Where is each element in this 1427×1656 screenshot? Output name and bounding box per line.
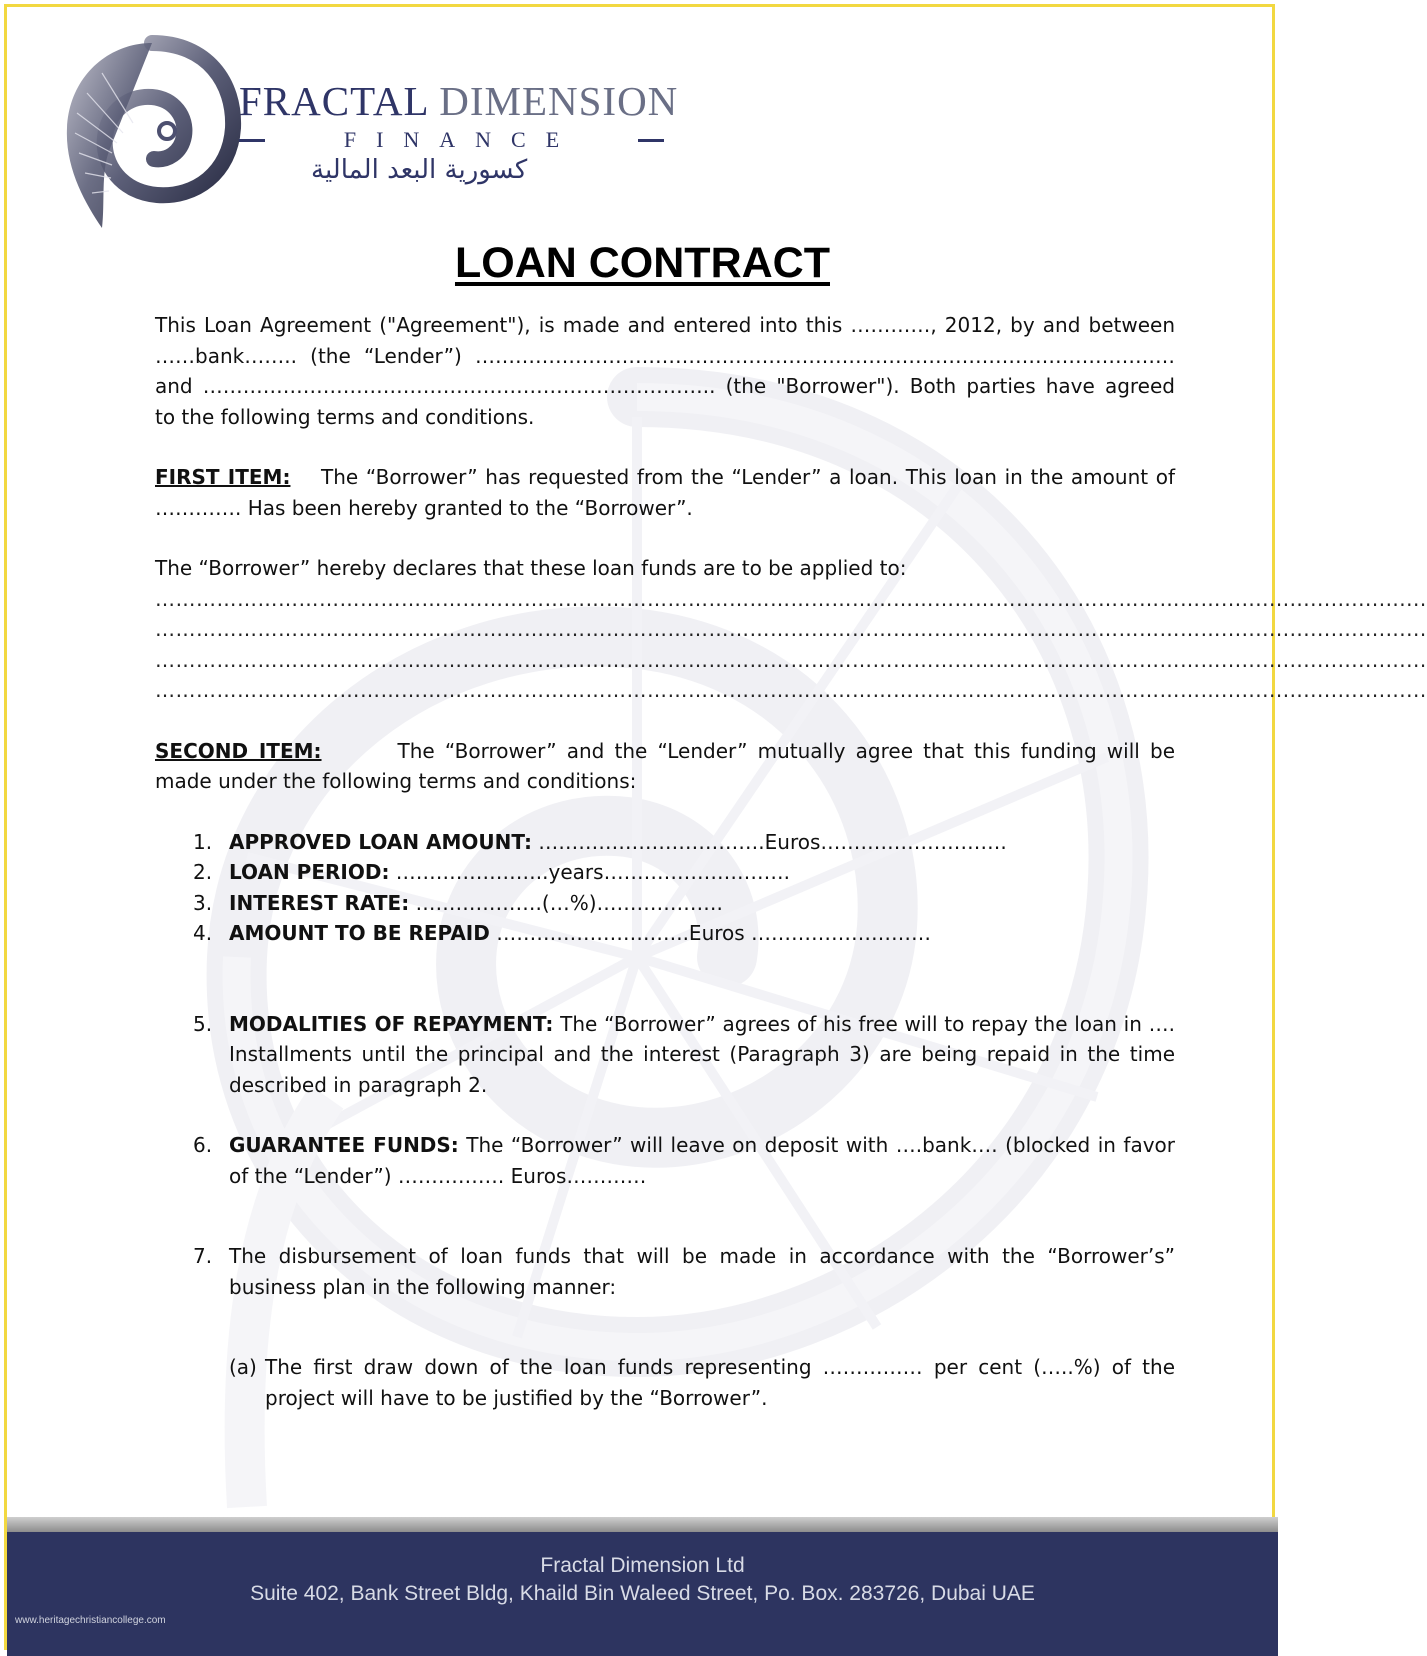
terms-list-continued	[193, 1130, 1175, 1191]
blank-line: …………………………………………………………………………………………………………………………………………..............................	[155, 586, 1427, 611]
sub-item-text: The first draw down of the loan funds representing …………… per cent (…..%) of the project will have to be justified by the “Borrower”.	[265, 1355, 1175, 1410]
second-item-text: The “Borrower” and the “Lender” mutually agree that this funding will be made under the following terms and conditions:	[155, 738, 1176, 793]
item-number: 3.	[193, 890, 213, 915]
item-value: The “Borrower” will leave on deposit with ….bank…. (blocked in favor of the “Lender”) ……………. Euros…………	[229, 1133, 1175, 1188]
item-label: GUARANTEE FUNDS:	[229, 1133, 459, 1157]
first-item-label: FIRST ITEM:	[155, 465, 291, 489]
item-text	[229, 888, 1175, 919]
brand-name-part1: FRACTAL	[239, 78, 428, 124]
footer	[7, 1532, 1278, 1656]
first-item-paragraph	[155, 462, 1175, 523]
list-item	[193, 918, 1175, 949]
second-item-label: SECOND ITEM:	[155, 738, 322, 763]
item-number: 6.	[193, 1133, 213, 1157]
item-text	[229, 827, 1175, 858]
item-label: AMOUNT TO BE REPAID	[229, 921, 490, 945]
terms-list-continued	[193, 1241, 1175, 1302]
item-text	[229, 1009, 1175, 1101]
list-item	[193, 1130, 1175, 1191]
nautilus-logo-icon	[57, 33, 237, 233]
list-item	[193, 1241, 1175, 1302]
item-value: The “Borrower” agrees of his free will to repay the loan in …. Installments until the principal and the interest (Paragraph 3) are being repaid in the time described in paragraph 2.	[229, 1011, 1175, 1097]
brand-tagline: FINANCE	[343, 127, 580, 152]
terms-list	[193, 827, 1175, 949]
terms-list-continued	[193, 1009, 1175, 1101]
list-item	[193, 888, 1175, 919]
list-item	[193, 857, 1175, 888]
list-item	[193, 1009, 1175, 1101]
item-value: …………………..years……………………….	[389, 860, 790, 884]
document-page	[4, 4, 1427, 1650]
page-title: LOAN CONTRACT	[454, 239, 830, 287]
item-number: 7.	[193, 1244, 213, 1268]
item-text	[229, 1130, 1175, 1191]
item-number: 1.	[193, 829, 213, 854]
first-item-text: The “Borrower” has requested from the “Lender” a loan. This loan in the amount of …………. Has been hereby granted to the “Borrower”.	[155, 465, 1175, 520]
list-item	[193, 827, 1175, 858]
blank-line: …………………………………………………………………………………………………………………………………………..............................	[155, 678, 1427, 702]
blank-line: …………………………………………………………………………………………………………………………………………..............................	[155, 617, 1427, 641]
brand-name-part2: DIMENSION	[439, 78, 679, 124]
item-value: The disbursement of loan funds that will be made in accordance with the “Borrower’s” business plan in the following manner:	[229, 1244, 1175, 1299]
footer-url: www.heritagechristiancollege.com	[15, 1615, 166, 1626]
divider	[638, 139, 664, 142]
blank-line: …………………………………………………………………………………………………………………………………………..............................	[155, 647, 1427, 672]
brand-name	[239, 77, 679, 125]
item-label: APPROVED LOAN AMOUNT:	[229, 829, 532, 854]
footer-company: Fractal Dimension Ltd	[540, 1554, 745, 1577]
declaration-text: The “Borrower” hereby declares that these loan funds are to be applied to:	[155, 556, 907, 580]
item-text	[229, 918, 1175, 949]
sub-item-number: (a)	[229, 1355, 257, 1379]
footer-address: Suite 402, Bank Street Bldg, Khaild Bin Waleed Street, Po. Box. 283726, Dubai UAE	[250, 1582, 1035, 1605]
brand-arabic-name: كسورية البعد المالية	[311, 155, 528, 185]
item-value: …………………………….Euros……………………….	[531, 829, 1007, 854]
contract-body	[155, 310, 1427, 1413]
item-label: LOAN PERIOD:	[229, 860, 390, 884]
brand-block	[239, 77, 679, 185]
item-number: 2.	[193, 860, 213, 884]
item-label: MODALITIES OF REPAYMENT:	[229, 1011, 554, 1036]
sub-item	[229, 1352, 1175, 1413]
item-text	[229, 1241, 1175, 1302]
brand-tagline-row	[239, 127, 664, 153]
footer-divider	[7, 1517, 1278, 1532]
item-value: ……………….(…%)……………….	[409, 890, 723, 915]
item-number: 5.	[193, 1011, 213, 1036]
item-number: 4.	[193, 921, 213, 945]
second-item-paragraph	[155, 736, 1175, 797]
item-value: ………………………..Euros ………………………	[489, 921, 932, 945]
divider	[239, 139, 265, 142]
intro-paragraph: This Loan Agreement ("Agreement"), is made and entered into this …………, 2012, by and between ……bank…….. (the “Lender”) …………………………………………………………………………………………… and ………………………………………………………………….. (the "Borrower"). Both parties have agreed to the following terms and conditions.	[155, 313, 1175, 429]
item-text	[229, 857, 1175, 888]
item-label: INTEREST RATE:	[229, 890, 410, 915]
